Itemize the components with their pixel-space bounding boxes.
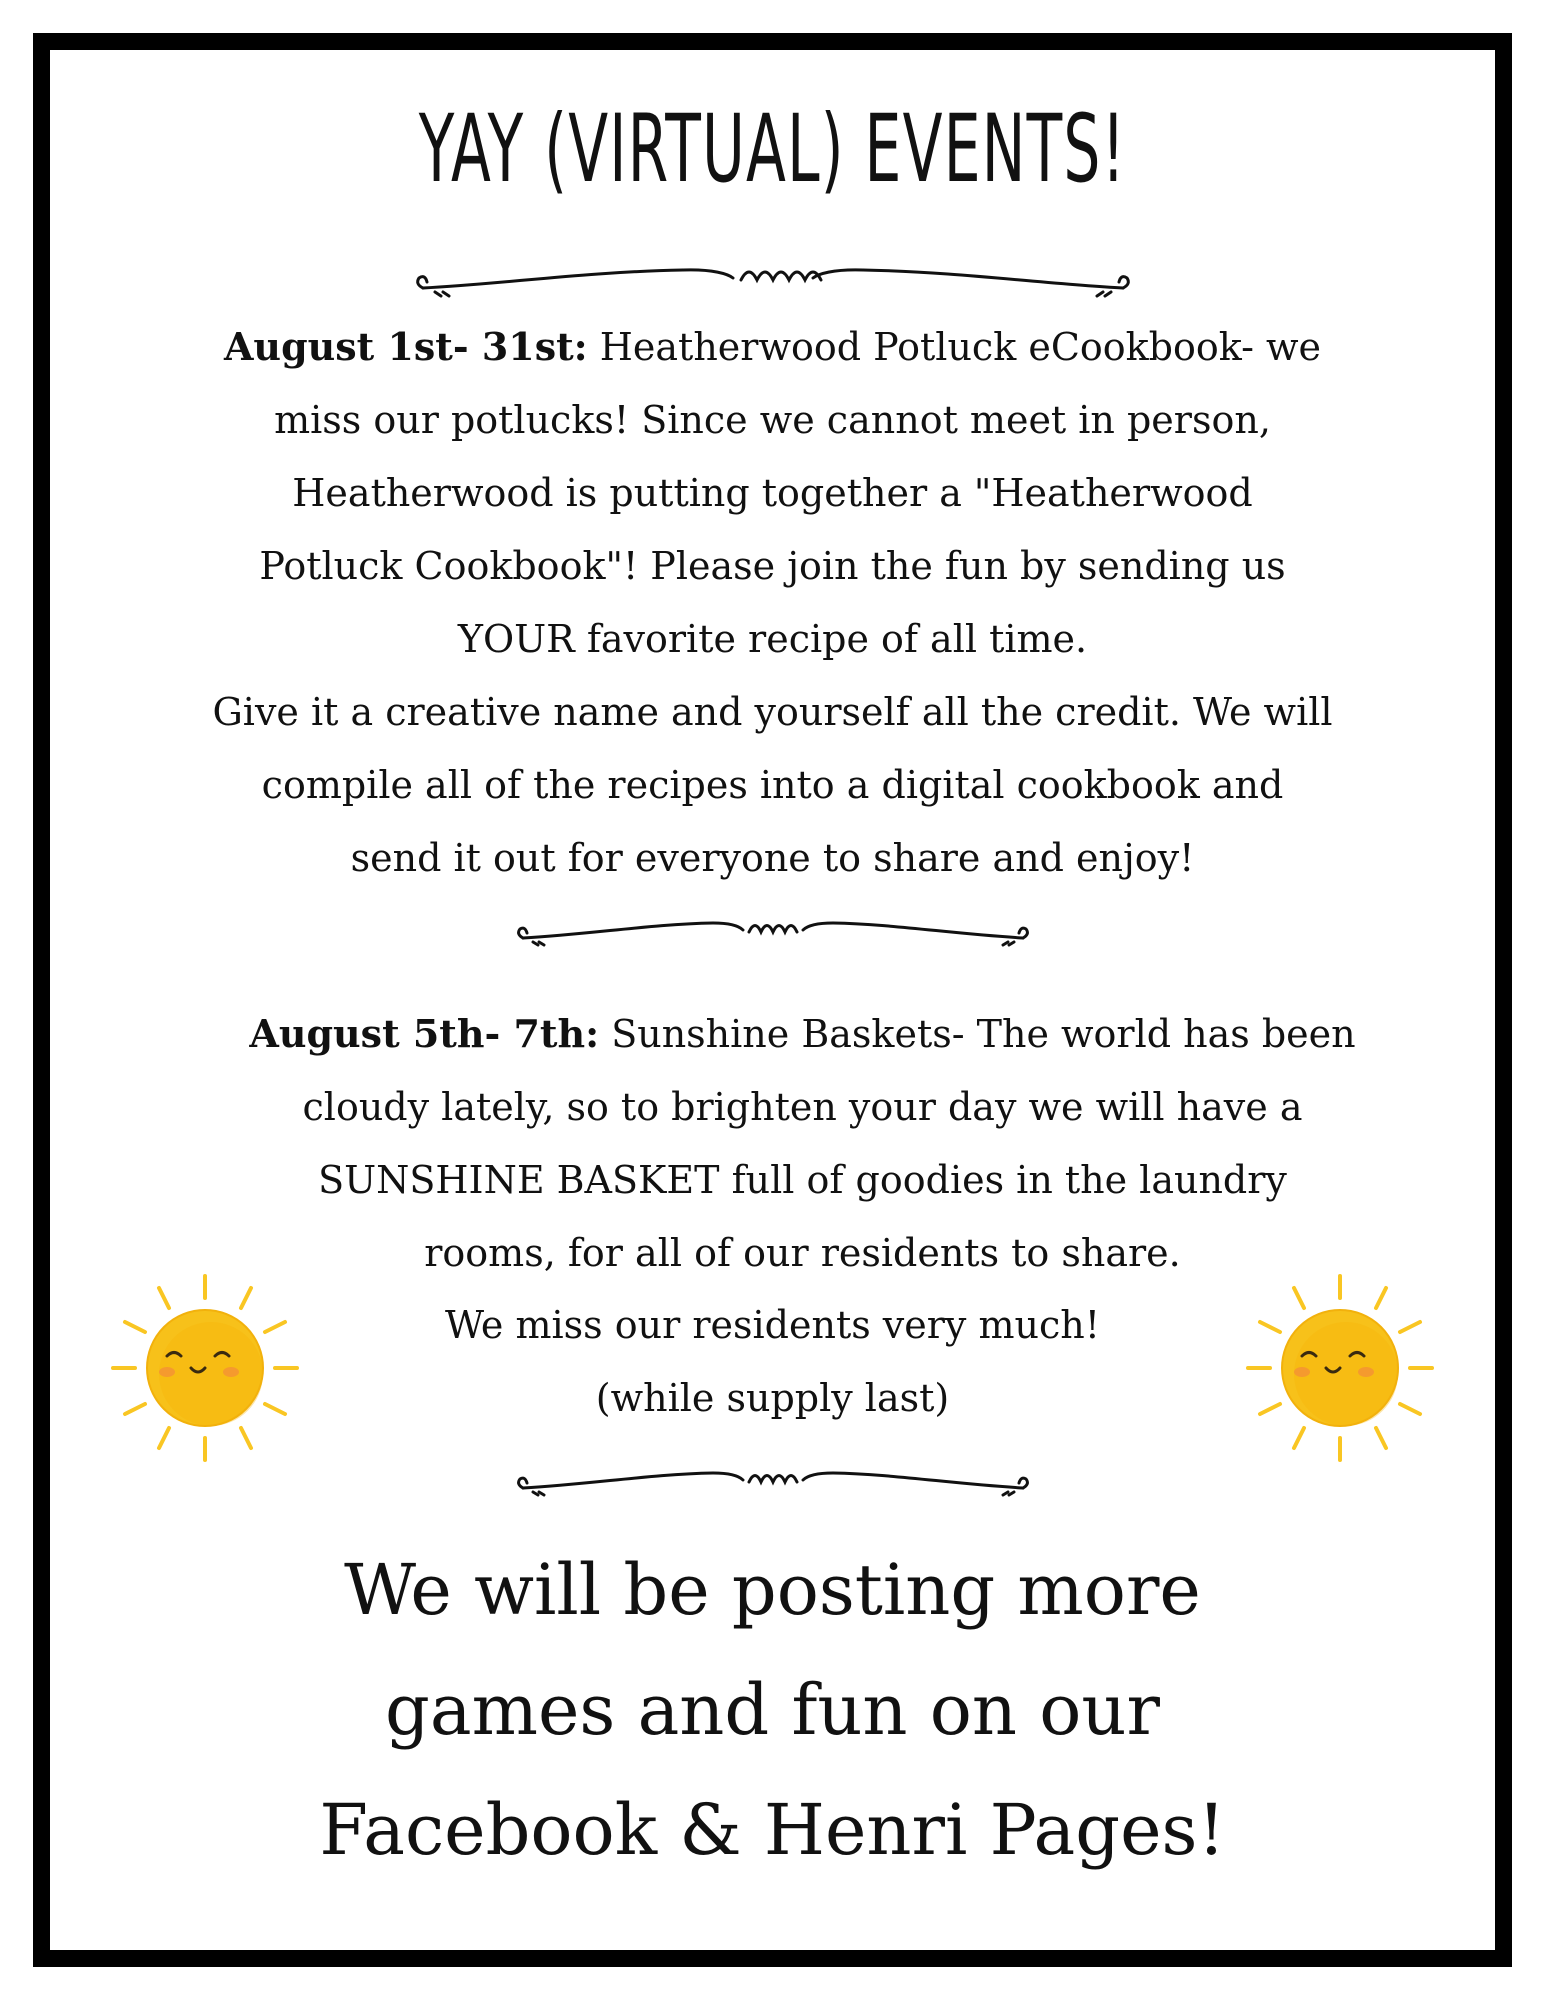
event-1-text: YOUR favorite recipe of all time. [457, 617, 1088, 661]
event-2-text: Sunshine Baskets- The world has been [599, 1012, 1356, 1056]
ornamental-divider-icon [493, 912, 1053, 952]
footer-line: Facebook & Henri Pages! [319, 1789, 1226, 1871]
event-2-text: cloudy lately, so to brighten your day we will have a [302, 1085, 1303, 1129]
event-2 [110, 997, 1495, 1290]
event-2-first-line [110, 997, 1495, 1071]
event-2-text: rooms, for all of our residents to share. [424, 1231, 1181, 1275]
footer-message [0, 1530, 1545, 1890]
smiling-sun-icon [1240, 1268, 1440, 1468]
event-1-text: Potluck Cookbook"! Please join the fun by sending us [259, 544, 1286, 588]
event-1-first-line [80, 310, 1465, 384]
event-1-text: miss our potlucks! Since we cannot meet in person, [274, 398, 1271, 442]
event-1 [80, 310, 1465, 895]
event-2-text: (while supply last) [595, 1376, 950, 1420]
ornamental-divider-icon [493, 1462, 1053, 1502]
event-1-date: August 1st- 31st: [223, 324, 588, 369]
event-1-text: Heatherwood is putting together a "Heatherwood [292, 471, 1253, 515]
page-title: YAY (VIRTUAL) EVENTS! [418, 95, 1127, 204]
event-1-text: Give it a creative name and yourself all the credit. We will [212, 690, 1333, 734]
event-1-text: compile all of the recipes into a digital cookbook and [261, 763, 1284, 807]
ornamental-divider-icon [383, 258, 1163, 304]
footer-line: games and fun on our [385, 1669, 1160, 1751]
footer-line: We will be posting more [344, 1549, 1201, 1631]
event-2-text: SUNSHINE BASKET full of goodies in the laundry [318, 1158, 1287, 1202]
event-1-text: Heatherwood Potluck eCookbook- we [587, 325, 1322, 369]
event-2-date: August 5th- 7th: [249, 1011, 600, 1056]
event-1-text: send it out for everyone to share and enjoy! [350, 836, 1195, 880]
smiling-sun-icon [105, 1268, 305, 1468]
event-2-text: We miss our residents very much! [444, 1303, 1101, 1347]
